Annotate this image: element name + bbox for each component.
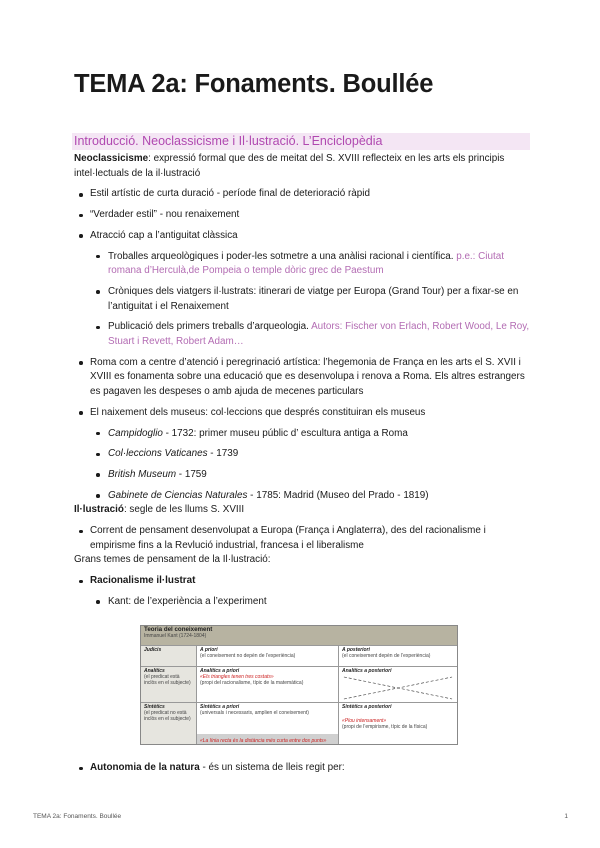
page-title: TEMA 2a: Fonaments. Boullée <box>74 70 434 98</box>
temes-list <box>74 574 534 609</box>
list-item: Col·leccions Vaticanes - 1739 <box>90 447 534 462</box>
illustracio-definition: Il·lustració: segle de les llums S. XVIII <box>74 504 245 516</box>
neoclassicisme-definition: Neoclassicisme: expressió formal que des de meitat del S. XVIII reflecteix en les arts els principis intel·lectuals de la il·lustració <box>74 153 505 179</box>
temes-list-continued <box>74 761 534 776</box>
neoclassicisme-list <box>74 187 534 503</box>
authors-text: Autors: Fischer von Erlach, Robert Wood, Le Roy, Stuart i Revett, Robert Adam… <box>108 321 530 348</box>
list-item: Cròniques dels viatgers il·lustrats: itinerari de viatge per Europa (Grand Tour) per a fixar-se en l’antiguitat i el Renaixement <box>90 285 534 314</box>
illustracio-list <box>74 524 534 553</box>
kant-knowledge-table-image <box>140 625 458 745</box>
list-item: “Verdader estil” - nou renaixement <box>74 208 534 223</box>
list-item: Publicació dels primers treballs d’arqueologia. Autors: Fischer von Erlach, Robert Wood, Le Roy, Stuart i Revett, Robert Adam… <box>90 320 534 349</box>
kant-table-row: Judicis A priori (el coneixement no depèn de l’experiència) A posteriori (el coneixement depèn de l’experiència) <box>141 645 457 666</box>
list-item: El naixement dels museus: col·leccions que després constituiran els museus Campidoglio - 1732: primer museu públic d’ escultura antiga a Roma Col·leccions Vaticanes - 1739 British Museum - 1759 Gabinete de Ciencias Naturales - 1785: Madrid (Museo del Prado - 1819) <box>74 406 534 504</box>
racionalisme-sublist <box>90 595 534 610</box>
list-item: Campidoglio - 1732: primer museu públic d’ escultura antiga a Roma <box>90 427 534 442</box>
list-item: Troballes arqueològiques i poder-les sotmetre a una anàlisi racional i científica. p.e.: Ciutat romana d’Herculà,de Pompeia o temple dòric grec de Paestum <box>90 250 534 279</box>
example-text: p.e.: Ciutat romana d’Herculà,de Pompeia o temple dòric grec de Paestum <box>108 250 504 277</box>
list-item: Autonomia de la natura - és un sistema de lleis regit per: <box>74 761 534 776</box>
grans-temes-text: Grans temes de pensament de la Il·lustració: <box>74 554 271 566</box>
list-item: Roma com a centre d’atenció i peregrinació artística: l’hegemonia de França en les arts el S. XVII i XVIII es fonamenta sobre una educació que es desenvolupa i renova a Roma. Els altres estrangers es pagaven les despeses o amb ajuda de mecenes particulars <box>74 356 534 400</box>
list-item: Atracció cap a l’antiguitat clàssica Troballes arqueològiques i poder-les sotmetre a una anàlisi racional i científica. p.e.: Ciutat romana d’Herculà,de Pompeia o temple dòric grec de Paestum Cròniques dels viatgers il·lustrats: itinerari de viatge per Europa (Grand Tour) per a fixar-se en l’antiguitat i el Renaixement Publicació dels primers treballs d’arqueologia. Autors: Fischer von Erlach, Robert Wood, Le Roy, Stuart i Revett, Robert Adam… <box>74 229 534 350</box>
list-item: Corrent de pensament desenvolupat a Europa (França i Anglaterra), des del racionalisme i empirisme fins a la Revlució industrial, francesa i el liberalisme <box>74 524 534 553</box>
page-number: 1 <box>564 813 568 820</box>
list-item: Kant: de l’experiència a l’experiment <box>90 595 534 610</box>
footer-title: TEMA 2a: Fonaments. Boullée <box>33 813 122 820</box>
illustracio-term: Il·lustració <box>74 504 124 516</box>
list-item: Racionalisme il·lustrat Kant: de l’experiència a l’experiment <box>74 574 534 609</box>
list-item: Gabinete de Ciencias Naturales - 1785: Madrid (Museo del Prado - 1819) <box>90 489 534 504</box>
kant-table-header: Teoria del coneixement Immanuel Kant (1724-1804) <box>141 626 457 645</box>
kant-table-row: Sintètics (el predicat no està inclòs en el subjecte) Sintètics a priori (universals i necessaris, amplien el coneixement) «La línia recta és la distància més curta entre dos punts» Sintètics a posteriori «Plou intensament» (propi de l’empirisme, típic de la física) <box>141 702 457 745</box>
list-item: Estil artístic de curta duració - període final de deterioració ràpid <box>74 187 534 202</box>
document-body <box>74 152 534 610</box>
antiguitat-sublist <box>90 250 534 350</box>
list-item: British Museum - 1759 <box>90 468 534 483</box>
document-body-continued <box>74 761 534 776</box>
cross-out-lines <box>339 667 457 702</box>
neoclassicisme-term: Neoclassicisme <box>74 153 149 164</box>
section-heading: Introducció. Neoclassicisme i Il·lustració. L’Enciclopèdia <box>72 133 530 150</box>
kant-table-row: Analítics (el predicat està inclòs en el subjecte) Analítics a priori «Els triangles tenen tres costats» (propi del racionalisme, típic de la matemàtica) Analítics a posteriori <box>141 666 457 702</box>
museus-sublist <box>90 427 534 504</box>
